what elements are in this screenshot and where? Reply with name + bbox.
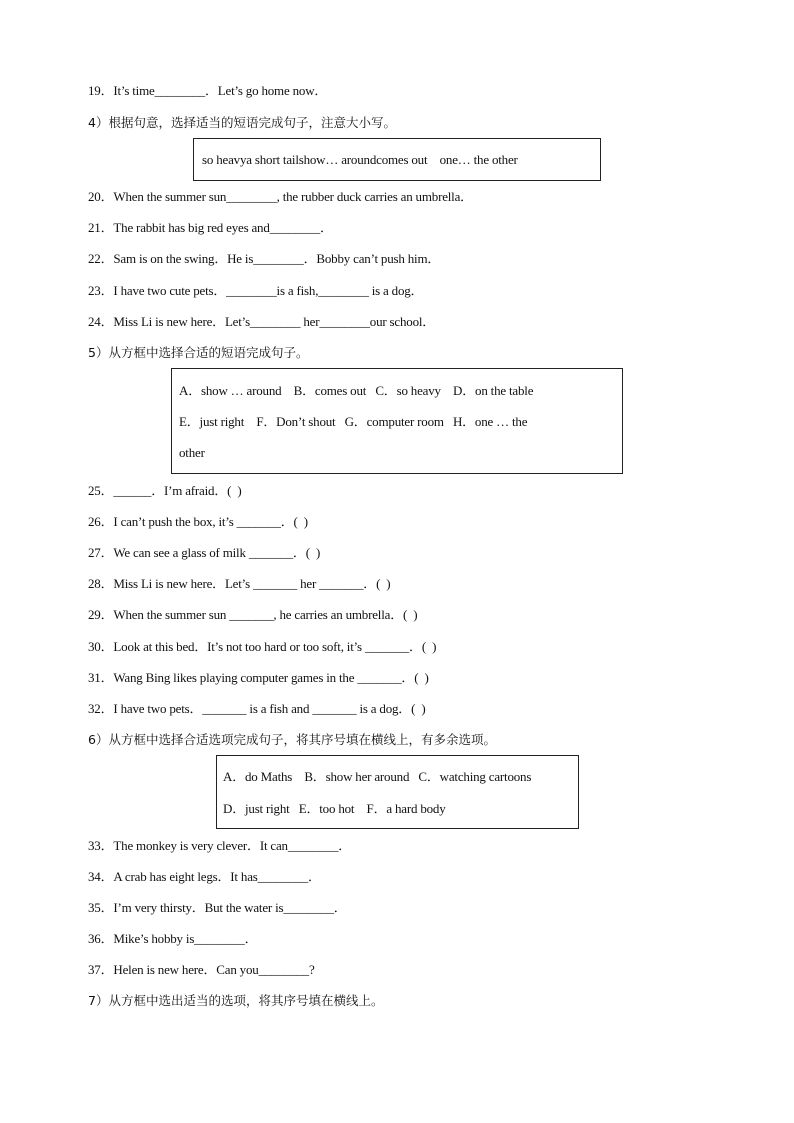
question-31: 31．Wang Bing likes playing computer games in the _______．( ) <box>88 670 429 685</box>
question-27: 27．We can see a glass of milk _______．( ) <box>88 545 321 560</box>
word-box-section-5 <box>171 368 623 474</box>
question-29: 29．When the summer sun _______, he carries an umbrella．( ) <box>88 607 418 622</box>
word-box-6-line-1: A．do Maths B．show her around C．watching cartoons <box>223 769 532 784</box>
question-32: 32．I have two pets．_______ is a fish and _______ is a dog．( ) <box>88 701 426 716</box>
question-28: 28．Miss Li is new here．Let’s _______ her _______．( ) <box>88 576 391 591</box>
section-6-instruction: 6）从方框中选择合适选项完成句子，将其序号填在横线上，有多余选项。 <box>88 732 496 747</box>
question-25: 25．______．I’m afraid．( ) <box>88 483 242 498</box>
word-box-section-4 <box>193 138 601 181</box>
question-35: 35．I’m very thirsty．But the water is________． <box>88 900 347 915</box>
word-box-5-line-1: A．show … around B．comes out C．so heavy D．on the table <box>179 383 534 398</box>
word-box-4-options: so heavya short tailshow… aroundcomes out one… the other <box>202 152 518 167</box>
word-box-6-line-2: D．just right E．too hot F．a hard body <box>223 801 446 816</box>
question-36: 36．Mike’s hobby is________． <box>88 931 258 946</box>
section-7-instruction: 7）从方框中选出适当的选项，将其序号填在横线上。 <box>88 993 384 1008</box>
question-22: 22．Sam is on the swing．He is________．Bobby can’t push him． <box>88 251 441 266</box>
question-19: 19．It’s time________．Let’s go home now． <box>88 83 328 98</box>
word-box-section-6 <box>216 755 579 829</box>
section-4-instruction: 4）根据句意，选择适当的短语完成句子，注意大小写。 <box>88 115 396 130</box>
question-23: 23．I have two cute pets．________is a fish,________ is a dog． <box>88 283 424 298</box>
question-26: 26．I can’t push the box, it’s _______．( ) <box>88 514 308 529</box>
question-37: 37．Helen is new here．Can you________? <box>88 962 315 977</box>
word-box-5-line-3: other <box>179 445 205 460</box>
question-30: 30．Look at this bed．It’s not too hard or too soft, it’s _______．( ) <box>88 639 437 654</box>
word-box-5-line-2: E．just right F．Don’t shout G．computer room H．one … the <box>179 414 528 429</box>
question-34: 34．A crab has eight legs．It has________． <box>88 869 321 884</box>
question-33: 33．The monkey is very clever．It can________． <box>88 838 352 853</box>
question-20: 20．When the summer sun________, the rubber duck carries an umbrella． <box>88 189 473 204</box>
question-24: 24．Miss Li is new here．Let’s________ her________our school． <box>88 314 436 329</box>
question-21: 21．The rabbit has big red eyes and________． <box>88 220 333 235</box>
section-5-instruction: 5）从方框中选择合适的短语完成句子。 <box>88 345 309 360</box>
